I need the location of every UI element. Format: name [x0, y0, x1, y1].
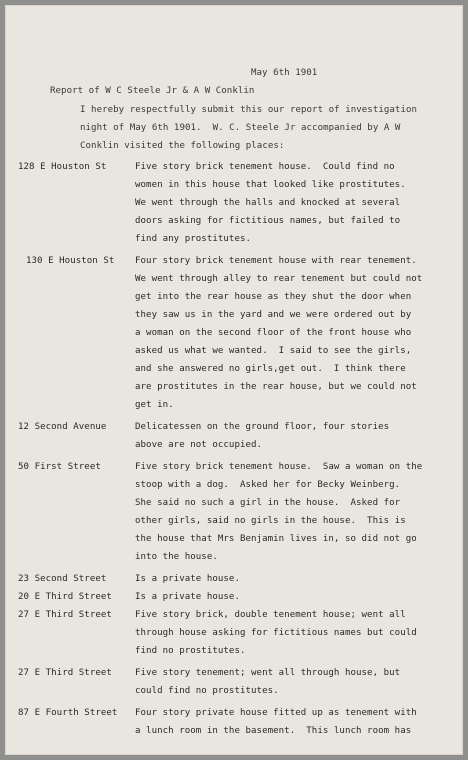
entry-line: Is a private house.	[135, 574, 240, 584]
entry-line: Five story brick tenement house. Could find no	[135, 162, 395, 172]
entry-line: get in.	[135, 400, 174, 410]
entry-address: 130 E Houston St	[26, 256, 115, 266]
entry-line: women in this house that looked like prostitutes.	[135, 180, 406, 190]
entry-line: Four story brick tenement house with rear tenement.	[135, 256, 417, 266]
entry-address: 23 Second Street	[18, 574, 107, 584]
entry-line: and she answered no girls,get out. I think there	[135, 364, 406, 374]
entry-line: Delicatessen on the ground floor, four stories	[135, 422, 390, 432]
intro-line: Conklin visited the following places:	[80, 141, 285, 151]
entry-line: above are not occupied.	[135, 440, 263, 450]
entry-line: into the house.	[135, 552, 218, 562]
document-page	[5, 5, 463, 755]
entry-line: asked us what we wanted. I said to see the girls,	[135, 346, 412, 356]
entry-line: We went through alley to rear tenement but could not	[135, 274, 423, 284]
entry-line: stoop with a dog. Asked her for Becky Weinberg.	[135, 480, 401, 490]
entry-line: Is a private house.	[135, 592, 240, 602]
entry-line: Five story brick, double tenement house; went all	[135, 610, 406, 620]
entry-line: Five story tenement; went all through house, but	[135, 668, 401, 678]
entry-line: get into the rear house as they shut the door when	[135, 292, 412, 302]
report-date: May 6th 1901	[251, 68, 318, 78]
entry-line: a woman on the second floor of the front house who	[135, 328, 412, 338]
entry-line: find no prostitutes.	[135, 646, 246, 656]
entry-line: doors asking for fictitious names, but failed to	[135, 216, 401, 226]
entry-address: 50 First Street	[18, 462, 101, 472]
entry-address: 27 E Third Street	[18, 668, 112, 678]
entry-line: are prostitutes in the rear house, but we could not	[135, 382, 417, 392]
entry-line: find any prostitutes.	[135, 234, 252, 244]
entry-line: the house that Mrs Benjamin lives in, so did not go	[135, 534, 417, 544]
entry-line: other girls, said no girls in the house. This is	[135, 516, 406, 526]
entry-line: they saw us in the yard and we were ordered out by	[135, 310, 412, 320]
entry-line: She said no such a girl in the house. Asked for	[135, 498, 401, 508]
entry-line: through house asking for fictitious names but could	[135, 628, 417, 638]
entry-line: Four story private house fitted up as tenement with	[135, 708, 417, 718]
entry-address: 87 E Fourth Street	[18, 708, 118, 718]
intro-line: night of May 6th 1901. W. C. Steele Jr accompanied by A W	[80, 123, 401, 133]
entry-line: Five story brick tenement house. Saw a woman on the	[135, 462, 423, 472]
entry-line: a lunch room in the basement. This lunch room has	[135, 726, 412, 736]
entry-address: 20 E Third Street	[18, 592, 112, 602]
entry-address: 128 E Houston St	[18, 162, 107, 172]
entry-line: could find no prostitutes.	[135, 686, 279, 696]
intro-line: I hereby respectfully submit this our report of investigation	[80, 105, 418, 115]
entry-address: 12 Second Avenue	[18, 422, 107, 432]
entry-line: We went through the halls and knocked at several	[135, 198, 401, 208]
report-heading: Report of W C Steele Jr & A W Conklin	[50, 86, 255, 96]
entry-address: 27 E Third Street	[18, 610, 112, 620]
